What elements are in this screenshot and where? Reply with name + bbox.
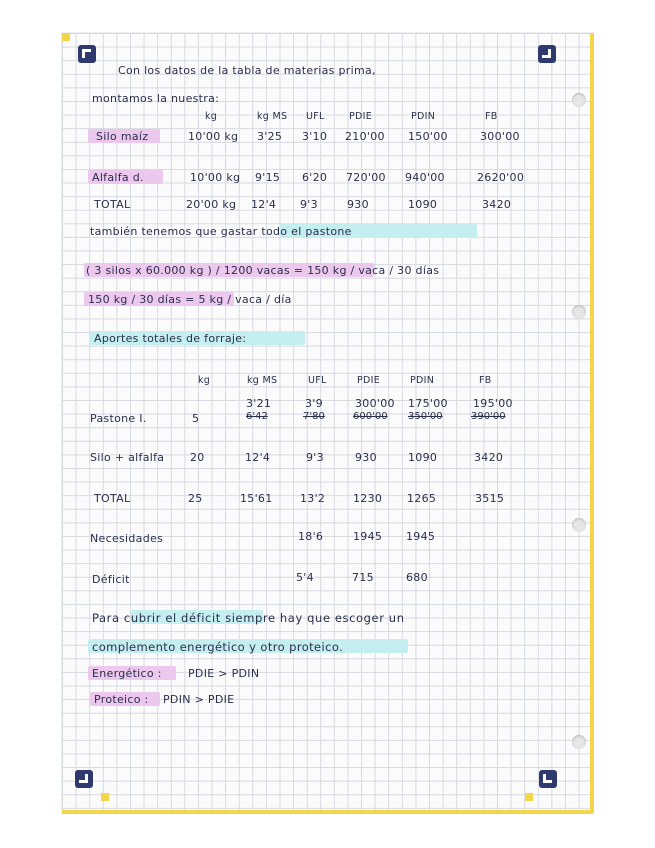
deficit-label: Déficit	[92, 573, 130, 586]
t2-cell-corrected: 195'00	[473, 397, 513, 410]
t2-cell-crossed: 390'00	[471, 411, 506, 422]
t2-row-label: TOTAL	[94, 492, 131, 505]
binder-hole	[572, 93, 586, 107]
deficit-cell: 5'4	[296, 571, 314, 584]
t1-header-pdin: PDIN	[411, 111, 436, 122]
t1-cell: 150'00	[408, 130, 448, 143]
t2-cell: 9'3	[306, 451, 324, 464]
t2-cell: 930	[355, 451, 377, 464]
corner-mark-bottom-left-icon	[75, 770, 93, 788]
t1-header-fb: FB	[485, 111, 498, 122]
corner-mark-top-right-icon	[538, 45, 556, 63]
t2-cell: 25	[188, 492, 203, 505]
necesidades-cell: 1945	[406, 530, 436, 543]
t2-header-kgms: kg MS	[247, 375, 278, 386]
corner-square-bottom-left	[101, 793, 109, 801]
t2-cell-corrected: 3'21	[246, 397, 272, 410]
t1-cell: 10'00 kg	[188, 130, 239, 143]
t2-cell: 15'61	[240, 492, 273, 505]
t2-cell: 12'4	[245, 451, 271, 464]
t2-cell: 20	[190, 451, 205, 464]
t2-cell: 3515	[475, 492, 505, 505]
conclusion-line-1: Para cubrir el déficit siempre hay que escoger un	[92, 611, 405, 625]
t2-header-pdie: PDIE	[357, 375, 381, 386]
t2-header-kg: kg	[198, 375, 211, 386]
t2-cell-crossed: 6'42	[246, 411, 268, 422]
t1-cell: 9'15	[255, 171, 281, 184]
t1-cell: 9'3	[300, 198, 318, 211]
t1-row-label: Alfalfa d.	[92, 171, 144, 184]
binder-hole	[572, 518, 586, 532]
necesidades-cell: 1945	[353, 530, 383, 543]
aportes-title: Aportes totales de forraje:	[94, 332, 247, 345]
intro-line-1: Con los datos de la tabla de materias prima,	[118, 64, 376, 77]
t2-cell-crossed: 600'00	[353, 411, 388, 422]
conclusion-line-2: complemento energético y otro proteico.	[92, 640, 344, 654]
deficit-cell: 715	[352, 571, 374, 584]
necesidades-cell: 18'6	[298, 530, 324, 543]
t2-cell-crossed: 350'00	[408, 411, 443, 422]
t2-cell: 1090	[408, 451, 438, 464]
t2-cell: 13'2	[300, 492, 326, 505]
deficit-cell: 680	[406, 571, 428, 584]
t1-cell: 3'10	[302, 130, 328, 143]
t2-cell: 1230	[353, 492, 383, 505]
corner-mark-bottom-right-icon	[539, 770, 557, 788]
t2-cell: 1265	[407, 492, 437, 505]
t1-header-kgms: kg MS	[257, 111, 288, 122]
corner-square-top-left	[62, 33, 70, 41]
t2-header-fb: FB	[479, 375, 492, 386]
t1-header-kg: kg	[205, 111, 218, 122]
pastone-calc-1: ( 3 silos x 60.000 kg ) / 1200 vacas = 150 kg / vaca / 30 días	[86, 264, 440, 277]
t1-cell: 3'25	[257, 130, 283, 143]
t1-header-pdie: PDIE	[349, 111, 373, 122]
t2-cell-corrected: 175'00	[408, 397, 448, 410]
t2-header-pdin: PDIN	[410, 375, 435, 386]
page-edge-right	[590, 33, 594, 813]
t2-cell-corrected: 3'9	[305, 397, 323, 410]
pastone-calc-2: 150 kg / 30 días = 5 kg / vaca / día	[88, 293, 292, 306]
t1-row-label: TOTAL	[94, 198, 131, 211]
t1-header-ufl: UFL	[306, 111, 325, 122]
binder-hole	[572, 735, 586, 749]
t2-row-label-pastone: Pastone I.	[90, 412, 147, 425]
t1-cell: 10'00 kg	[190, 171, 241, 184]
proteico-label: Proteico :	[94, 693, 149, 706]
t1-cell: 2620'00	[477, 171, 525, 184]
proteico-value: PDIN > PDIE	[163, 693, 235, 706]
t1-cell: 1090	[408, 198, 438, 211]
corner-square-bottom-right	[525, 793, 533, 801]
t1-cell: 720'00	[346, 171, 386, 184]
t2-row-label: Silo + alfalfa	[90, 451, 165, 464]
page-edge-bottom	[62, 810, 593, 814]
t1-cell: 12'4	[251, 198, 277, 211]
pastone-line: también tenemos que gastar todo el pastone	[90, 225, 352, 238]
t2-cell-crossed: 7'80	[303, 411, 325, 422]
t1-row-label: Silo maíz	[96, 130, 149, 143]
t1-cell: 940'00	[405, 171, 445, 184]
energetico-value: PDIE > PDIN	[188, 667, 260, 680]
t2-cell: 5	[192, 412, 200, 425]
t2-header-ufl: UFL	[308, 375, 327, 386]
t1-cell: 6'20	[302, 171, 328, 184]
t1-cell: 210'00	[345, 130, 385, 143]
t1-cell: 300'00	[480, 130, 520, 143]
t1-cell: 930	[347, 198, 369, 211]
corner-mark-top-left-icon	[78, 45, 96, 63]
necesidades-label: Necesidades	[90, 532, 164, 545]
binder-hole	[572, 305, 586, 319]
energetico-label: Energético :	[92, 667, 162, 680]
intro-line-2: montamos la nuestra:	[92, 92, 220, 105]
t1-cell: 3420	[482, 198, 512, 211]
t1-cell: 20'00 kg	[186, 198, 237, 211]
t2-cell: 3420	[474, 451, 504, 464]
t2-cell-corrected: 300'00	[355, 397, 395, 410]
